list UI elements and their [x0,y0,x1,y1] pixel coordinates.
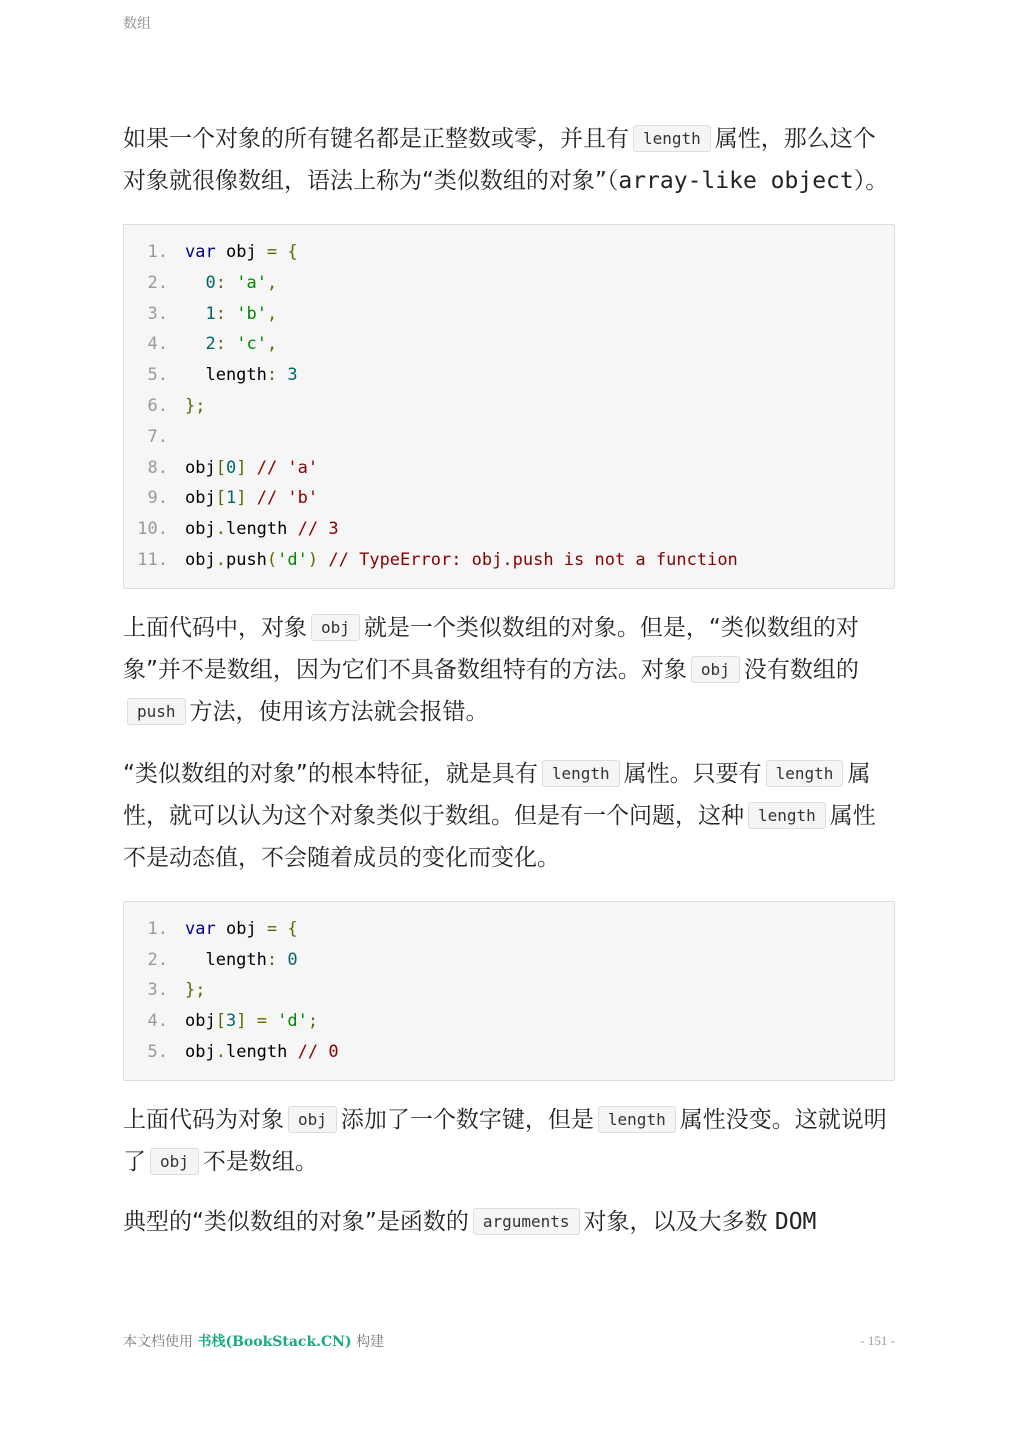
code-line [124,483,894,514]
code-block-1 [123,224,895,589]
code-text: length: 3 [185,365,298,386]
text: “类似数组的对象”的根本特征，就是具有 [123,760,538,787]
code-text: }; [185,395,206,416]
code-line [124,1006,894,1037]
line-number: 5. [147,1041,168,1062]
inline-code: arguments [473,1208,580,1235]
code-text: 0: 'a', [205,272,278,293]
code-text: 1: 'b', [205,303,278,324]
main-content [123,118,895,1243]
text: 属性不是动态值，不会随着成员的变化而变化。 [123,802,876,871]
page-footer [123,1331,384,1351]
code-line [124,360,894,391]
code-text: length: 0 [185,949,298,970]
inline-term: array-like object [618,168,854,194]
text: 上面代码为对象 [123,1106,284,1133]
code-text: obj[0] // 'a' [185,457,319,478]
inline-code: length [598,1106,676,1133]
page-number: - 151 - [860,1333,895,1348]
code-line [124,237,894,268]
code-line [124,422,894,453]
code-text: obj.length // 3 [185,519,339,540]
text: 不是数组。 [202,1148,318,1175]
code-text: var obj = { [185,918,298,939]
code-text: 2: 'c', [205,334,278,355]
line-number: 4. [147,1011,168,1032]
text: 典型的“类似数组的对象”是函数的 [123,1208,469,1235]
code-text: obj[3] = 'd'; [185,1011,319,1032]
inline-code: length [542,760,620,787]
code-text: }; [185,980,206,1001]
paragraph-not-array [123,1099,895,1183]
line-number: 10. [137,519,168,540]
code-text: obj[1] // 'b' [185,488,319,509]
footer-prefix: 本文档使用 [123,1334,193,1350]
inline-term: DOM [774,1208,817,1235]
inline-code: obj [691,656,740,683]
running-header: 数组 [123,16,151,32]
code-text: obj.length // 0 [185,1041,339,1062]
line-number: 3. [147,980,168,1001]
line-number: 5. [147,365,168,386]
code-line [124,914,894,945]
code-line [124,975,894,1006]
line-number: 1. [147,242,168,262]
inline-code: length [748,802,826,829]
code-text: obj.push('d') // TypeError: obj.push is not a function [185,549,738,570]
code-block-2 [123,901,895,1081]
code-line [124,514,894,545]
line-number: 8. [147,457,168,478]
line-number: 1. [147,918,168,939]
paragraph-obj-explanation [123,607,895,733]
line-number: 9. [147,488,168,509]
line-number: 2. [147,949,168,970]
line-number: 7. [147,426,168,447]
bookstack-link[interactable]: 书栈(BookStack.CN) [197,1334,352,1350]
paragraph-typical-examples [123,1201,895,1243]
inline-code: length [766,760,844,787]
line-number: 11. [137,549,168,570]
code-line [124,1037,894,1068]
inline-code: push [127,698,186,725]
text: 方法，使用该方法就会报错。 [189,698,489,725]
code-line [124,945,894,976]
text: 属性。只要有 [623,760,762,787]
inline-code: obj [288,1106,337,1133]
text: 属性没变。这就说明了 [123,1106,887,1175]
text: 属性，那么这个对象就很像数组，语法上称为“类似数组的对象”（ [123,126,876,194]
text: 就是一个类似数组的对象。但是，“类似数组的对象”并不是数组，因为它们不具备数组特有的方法。对象 [123,614,859,683]
code-line [124,299,894,330]
line-number: 3. [147,303,168,324]
line-number: 2. [147,272,168,293]
paragraph-length-feature [123,753,895,879]
line-number: 4. [147,334,168,355]
code-line [124,545,894,576]
code-line [124,268,894,299]
code-line [124,329,894,360]
text: 对象，以及大多数 [583,1208,768,1235]
inline-code: length [633,125,711,152]
code-line [124,453,894,484]
code-line [124,391,894,422]
inline-code: obj [311,614,360,641]
text: 上面代码中，对象 [123,614,307,641]
text: 如果一个对象的所有键名都是正整数或零，并且有 [123,126,629,152]
code-text: var obj = { [185,242,298,262]
footer-suffix: 构建 [356,1334,385,1350]
text: 没有数组的 [743,656,859,683]
text: ）。 [853,168,889,194]
text: 属性，就可以认为这个对象类似于数组。但是有一个问题，这种 [123,760,871,829]
line-number: 6. [147,395,168,416]
paragraph-array-like-definition [123,118,895,202]
text: 添加了一个数字键，但是 [340,1106,594,1133]
inline-code: obj [150,1148,199,1175]
